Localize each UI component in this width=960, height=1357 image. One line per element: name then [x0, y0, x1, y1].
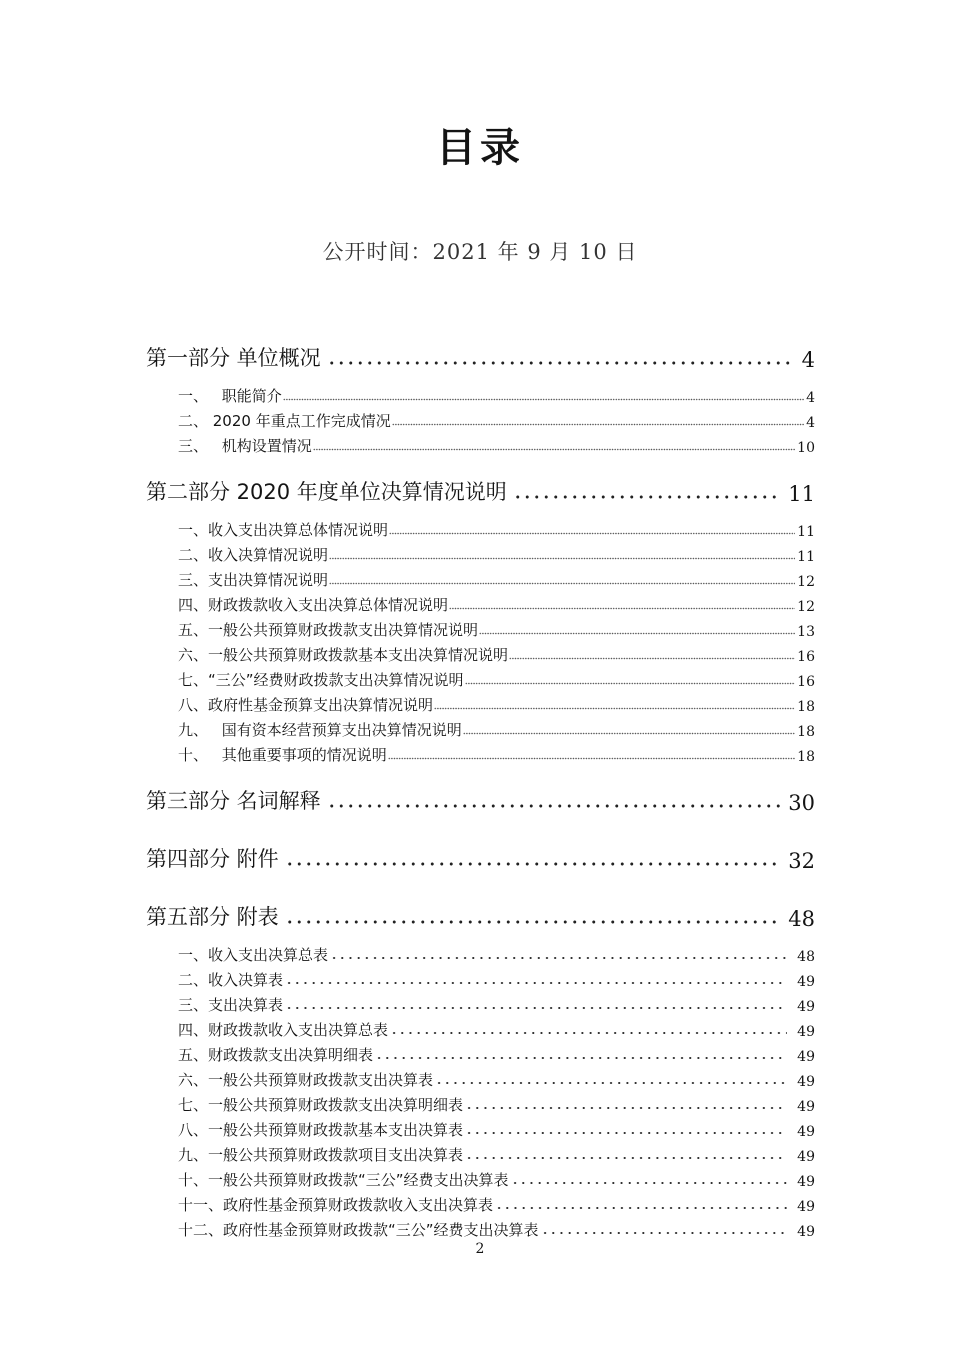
dot-leader — [285, 1006, 787, 1010]
toc-item-label: 五、财政拨款支出决算明细表 — [178, 1046, 374, 1064]
toc-part-5[interactable] — [146, 901, 815, 931]
dot-leader — [329, 582, 795, 585]
toc-item[interactable] — [178, 1218, 815, 1240]
toc-page-number: 4 — [806, 390, 815, 406]
toc-item[interactable] — [178, 593, 815, 615]
toc-item-label: 七、“三公”经费财政拨款支出决算情况说明 — [178, 671, 464, 689]
toc-page-number: 13 — [797, 624, 815, 640]
toc-part-4[interactable] — [146, 843, 815, 873]
dot-leader — [449, 607, 795, 610]
toc-item-label: 一、收入支出决算总体情况说明 — [178, 521, 389, 539]
toc-page-number: 48 — [788, 907, 815, 931]
toc-item[interactable] — [178, 434, 815, 456]
dot-leader — [285, 862, 781, 866]
toc-item[interactable] — [178, 718, 815, 740]
dot-leader — [479, 632, 795, 635]
toc-item[interactable] — [178, 1168, 815, 1190]
toc-part-2[interactable] — [146, 476, 815, 506]
toc-item[interactable] — [178, 384, 815, 406]
toc-item[interactable] — [178, 618, 815, 640]
toc-page-number: 18 — [797, 749, 815, 765]
toc-page-number: 49 — [797, 1124, 815, 1140]
toc-page-number: 10 — [797, 440, 815, 456]
toc-item-label: 十、一般公共预算财政拨款“三公”经费支出决算表 — [178, 1171, 509, 1189]
dot-leader — [463, 732, 795, 735]
toc-item-label: 六、一般公共预算财政拨款基本支出决算情况说明 — [178, 646, 509, 664]
toc-page-number: 11 — [788, 482, 815, 506]
toc-item-label: 一、收入支出决算总表 — [178, 946, 329, 964]
dot-leader — [283, 398, 804, 401]
toc-item-label: 一、 职能简介 — [178, 387, 282, 405]
toc-item[interactable] — [178, 968, 815, 990]
toc-part-3[interactable] — [146, 785, 815, 815]
dot-leader — [513, 495, 780, 499]
toc-item-label: 九、 国有资本经营预算支出决算情况说明 — [178, 721, 462, 739]
toc-page-number: 16 — [797, 674, 815, 690]
toc-item-label: 二、收入决算情况说明 — [178, 546, 329, 564]
toc-part-1[interactable] — [146, 342, 815, 372]
toc-item[interactable] — [178, 1068, 815, 1090]
toc-page-number: 11 — [797, 524, 815, 540]
toc-page-number: 49 — [797, 999, 815, 1015]
toc-page-number: 4 — [801, 348, 815, 372]
toc-page-number: 49 — [797, 1149, 815, 1165]
toc-item-label: 九、一般公共预算财政拨款项目支出决算表 — [178, 1146, 464, 1164]
toc-item-label: 二、收入决算表 — [178, 971, 284, 989]
dot-leader — [327, 804, 781, 808]
publish-date: 公开时间：2021 年 9 月 10 日 — [322, 240, 638, 264]
toc-item[interactable] — [178, 1143, 815, 1165]
dot-leader — [330, 956, 787, 960]
toc-item-label: 八、一般公共预算财政拨款基本支出决算表 — [178, 1121, 464, 1139]
toc-item-label: 三、支出决算表 — [178, 996, 284, 1014]
dot-leader — [465, 1156, 787, 1160]
toc-page-number: 16 — [797, 649, 815, 665]
dot-leader — [509, 657, 795, 660]
toc-page-number: 48 — [797, 949, 815, 965]
toc-page-number: 4 — [806, 415, 815, 431]
dot-leader — [392, 423, 804, 426]
dot-leader — [511, 1181, 788, 1185]
toc-item[interactable] — [178, 693, 815, 715]
dot-leader — [465, 1131, 787, 1135]
toc-page-number: 12 — [797, 599, 815, 615]
toc-page-number: 49 — [797, 974, 815, 990]
toc-item[interactable] — [178, 1193, 815, 1215]
dot-leader — [390, 1031, 787, 1035]
toc-page-number: 11 — [797, 549, 815, 565]
dot-leader — [541, 1231, 788, 1235]
toc-item-label: 四、财政拨款收入支出决算总体情况说明 — [178, 596, 449, 614]
toc-item-label: 二、 2020 年重点工作完成情况 — [178, 412, 391, 430]
dot-leader — [389, 532, 795, 535]
toc-item-label: 八、政府性基金预算支出决算情况说明 — [178, 696, 434, 714]
toc-item[interactable] — [178, 943, 815, 965]
toc-page-number: 32 — [788, 849, 815, 873]
toc-item[interactable] — [178, 518, 815, 540]
dot-leader — [434, 707, 795, 710]
dot-leader — [327, 361, 794, 365]
toc-page-number: 18 — [797, 699, 815, 715]
toc-part-label: 第四部分 附件 — [146, 847, 279, 871]
toc-page-number: 49 — [797, 1024, 815, 1040]
dot-leader — [375, 1056, 787, 1060]
toc-item[interactable] — [178, 409, 815, 431]
toc-part-label: 第一部分 单位概况 — [146, 346, 321, 370]
toc-item-label: 七、一般公共预算财政拨款支出决算明细表 — [178, 1096, 464, 1114]
page-number: 2 — [475, 1241, 485, 1257]
dot-leader — [285, 981, 787, 985]
toc-item[interactable] — [178, 543, 815, 565]
toc-page-number: 12 — [797, 574, 815, 590]
toc-item-label: 十二、政府性基金预算财政拨款“三公”经费支出决算表 — [178, 1221, 539, 1239]
toc-part-label: 第二部分 2020 年度单位决算情况说明 — [146, 480, 507, 504]
dot-leader — [388, 757, 795, 760]
dot-leader — [285, 920, 781, 924]
toc-part-label: 第五部分 附表 — [146, 905, 279, 929]
toc-item[interactable] — [178, 1018, 815, 1040]
toc-item-label: 十、 其他重要事项的情况说明 — [178, 746, 387, 764]
dot-leader — [329, 557, 795, 560]
dot-leader — [465, 682, 796, 685]
toc-page-number: 30 — [788, 791, 815, 815]
toc-item[interactable] — [178, 568, 815, 590]
toc-page-number: 49 — [797, 1074, 815, 1090]
dot-leader — [465, 1106, 787, 1110]
toc-page-number: 49 — [797, 1049, 815, 1065]
dot-leader — [435, 1081, 787, 1085]
toc-page-number: 49 — [797, 1174, 815, 1190]
toc-item[interactable] — [178, 1093, 815, 1115]
toc-page-number: 18 — [797, 724, 815, 740]
toc-page-number: 49 — [797, 1199, 815, 1215]
dot-leader — [313, 448, 795, 451]
toc-item[interactable] — [178, 668, 815, 690]
toc-item[interactable] — [178, 1043, 815, 1065]
toc-item[interactable] — [178, 743, 815, 765]
toc-item[interactable] — [178, 993, 815, 1015]
toc-item-label: 四、财政拨款收入支出决算总表 — [178, 1021, 389, 1039]
toc-item-label: 十一、政府性基金预算财政拨款收入支出决算表 — [178, 1196, 494, 1214]
toc-item-label: 三、 机构设置情况 — [178, 437, 312, 455]
toc-item[interactable] — [178, 643, 815, 665]
page-title: 目录 — [436, 125, 524, 171]
toc-item-label: 六、一般公共预算财政拨款支出决算表 — [178, 1071, 434, 1089]
toc-item-label: 五、一般公共预算财政拨款支出决算情况说明 — [178, 621, 479, 639]
toc-item[interactable] — [178, 1118, 815, 1140]
toc-page-number: 49 — [797, 1099, 815, 1115]
toc-page-number: 49 — [797, 1224, 815, 1240]
toc-part-label: 第三部分 名词解释 — [146, 789, 321, 813]
dot-leader — [495, 1206, 787, 1210]
toc-item-label: 三、支出决算情况说明 — [178, 571, 329, 589]
